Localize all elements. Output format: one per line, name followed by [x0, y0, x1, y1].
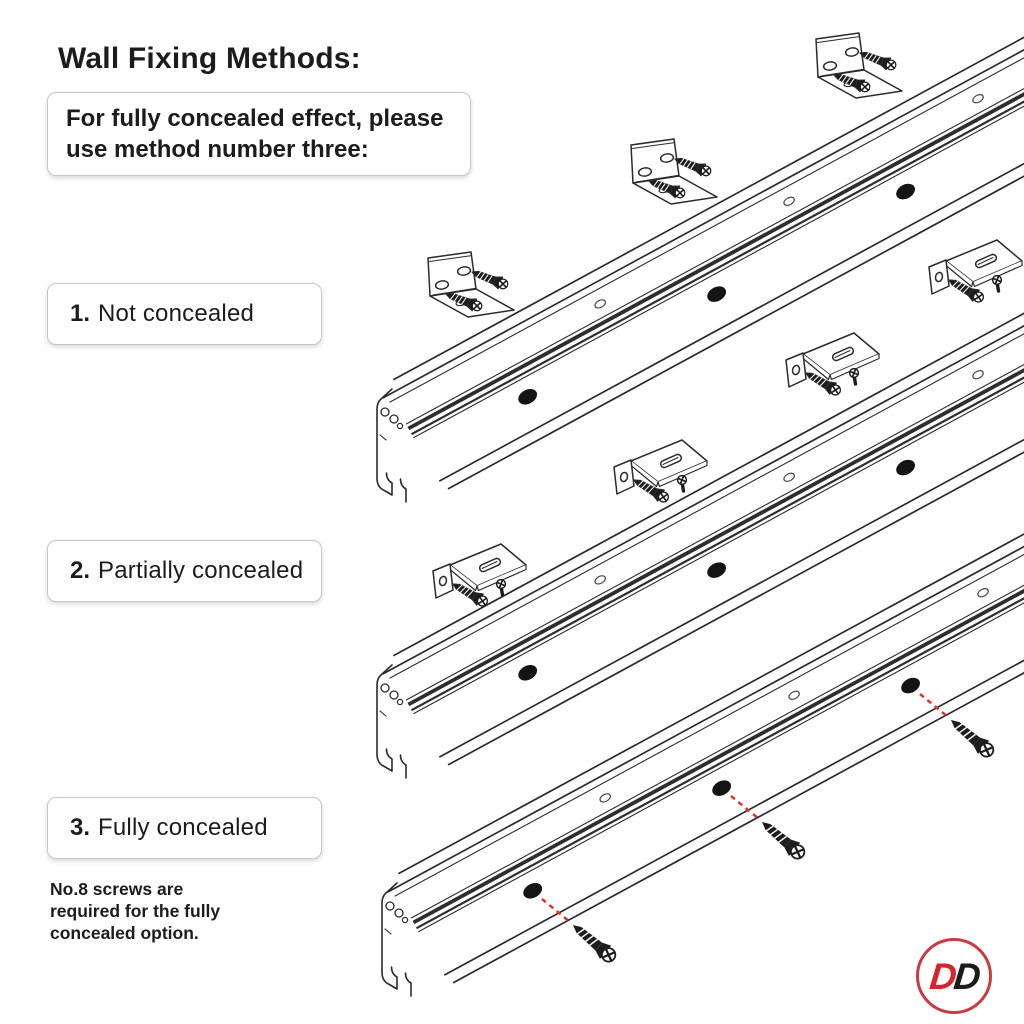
l-bracket-icon: [816, 33, 902, 98]
l-bracket-icon: [428, 252, 514, 317]
l-bracket-icon: [631, 139, 717, 204]
method-2-label: Partially concealed: [98, 557, 304, 584]
method-box-1: [47, 283, 322, 345]
method-3-number: 3.: [70, 814, 91, 841]
method-box-3: [47, 797, 322, 859]
page-title: Wall Fixing Methods:: [58, 42, 361, 75]
track-3-rail: [382, 521, 1024, 996]
screw-with-guide-icon: [920, 694, 997, 761]
method-1-number: 1.: [70, 300, 91, 327]
method-3-label: Fully concealed: [98, 814, 268, 841]
dd-logo: [916, 938, 992, 1014]
callout-box: [47, 92, 471, 176]
track-2-rail: [377, 303, 1024, 778]
logo-letter-2: D: [951, 955, 980, 997]
clamp-bracket-icon: [614, 440, 707, 505]
method-box-2: [47, 540, 322, 602]
clamp-bracket-icon: [786, 333, 879, 398]
footnote-text: No.8 screws are required for the fully concealed option.: [50, 879, 221, 943]
screw-with-guide-icon: [542, 899, 619, 966]
method-2-number: 2.: [70, 557, 91, 584]
clamp-bracket-icon: [433, 544, 526, 609]
callout-text: For fully concealed effect, please use method number three:: [66, 105, 444, 163]
screw-with-guide-icon: [731, 796, 808, 863]
method-1-label: Not concealed: [98, 300, 255, 327]
logo-letter-1: D: [928, 955, 957, 997]
clamp-bracket-icon: [929, 240, 1022, 305]
